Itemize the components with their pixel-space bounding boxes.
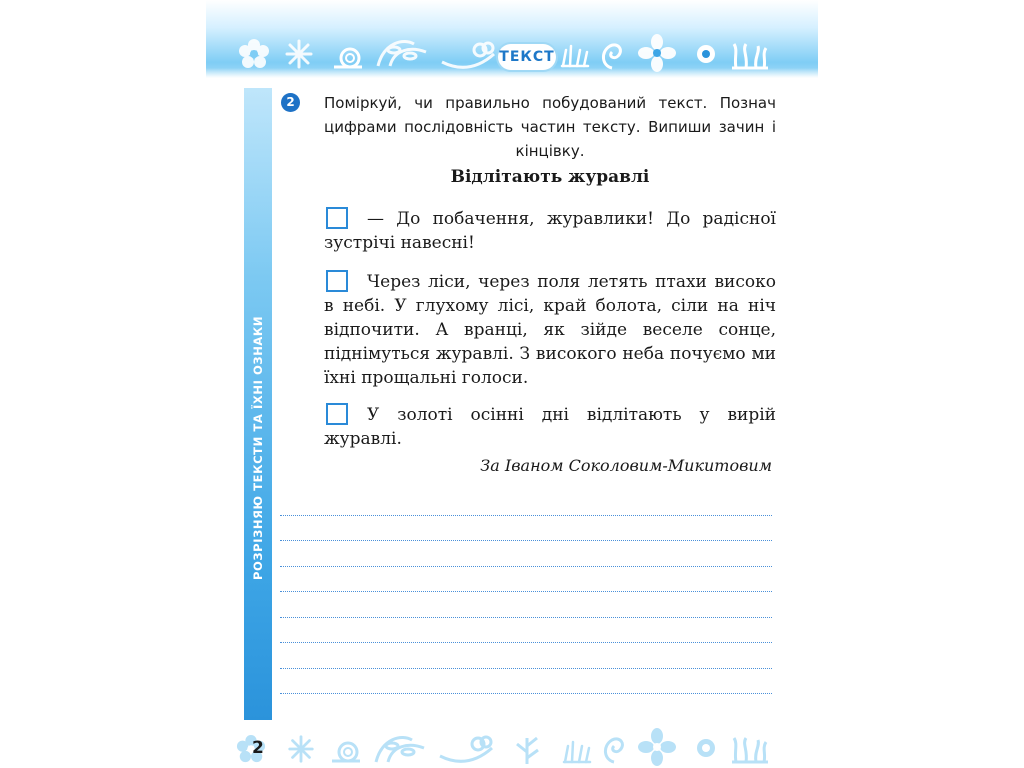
snail-icon <box>332 46 364 70</box>
sprouts-icon <box>730 734 770 764</box>
task-number-badge: 2 <box>281 93 300 112</box>
story-author: За Іваном Соколовим-Микитовим <box>480 456 772 475</box>
flower-icon <box>238 38 270 70</box>
snail-icon <box>330 740 362 764</box>
writing-line[interactable] <box>280 566 772 567</box>
story-title: Відлітають журавлі <box>450 167 650 187</box>
writing-line[interactable] <box>280 617 772 618</box>
writing-line[interactable] <box>280 591 772 592</box>
butterfly-branch-icon <box>440 40 496 72</box>
page-number: 2 <box>252 738 264 758</box>
daisy-icon <box>638 728 676 766</box>
section-label-badge: ТЕКСТ <box>498 44 556 70</box>
writing-line[interactable] <box>280 515 772 516</box>
spiral-fern-icon <box>598 40 626 70</box>
grass-icon <box>560 44 590 68</box>
snowflake-flower-icon <box>284 38 314 70</box>
daisy-icon <box>638 34 676 72</box>
writing-line[interactable] <box>280 540 772 541</box>
spiral-fern-icon <box>600 734 628 764</box>
snowflake-flower-icon <box>286 734 316 764</box>
chapter-side-label-text: РОЗРІЗНЯЮ ТЕКСТИ ТА ЇХНІ ОЗНАКИ <box>251 315 265 580</box>
leaves-icon <box>374 36 430 70</box>
butterfly-branch-icon <box>438 734 494 766</box>
sun-flower-icon <box>694 736 718 760</box>
sun-flower-icon <box>694 42 718 66</box>
writing-line[interactable] <box>280 668 772 669</box>
task-instruction: Поміркуй, чи правильно побудований текст. Познач цифрами послідовність частин тексту. Випиши зачин і кінцівку. <box>324 94 776 160</box>
story-paragraph-1: — До побачення, журавлики! До радісної зустрічі навесні! <box>324 209 776 253</box>
leaves-icon <box>372 732 428 766</box>
writing-line[interactable] <box>280 693 772 694</box>
story-paragraph-2: Через ліси, через поля летять птахи високо в небі. У глухому лісі, край болота, сіли на ніч відпочити. А вранці, як зійде веселе сонце, піднімуться журавлі. З високого неба почуємо ми їхні прощальні голоси. <box>324 272 776 388</box>
workbook-page <box>206 0 818 768</box>
writing-line[interactable] <box>280 642 772 643</box>
sprouts-icon <box>730 40 770 70</box>
branch-icon <box>512 734 542 766</box>
grass-icon <box>562 740 592 764</box>
story-paragraph-3: У золоті осінні дні відлітають у вирій журавлі. <box>324 405 776 449</box>
